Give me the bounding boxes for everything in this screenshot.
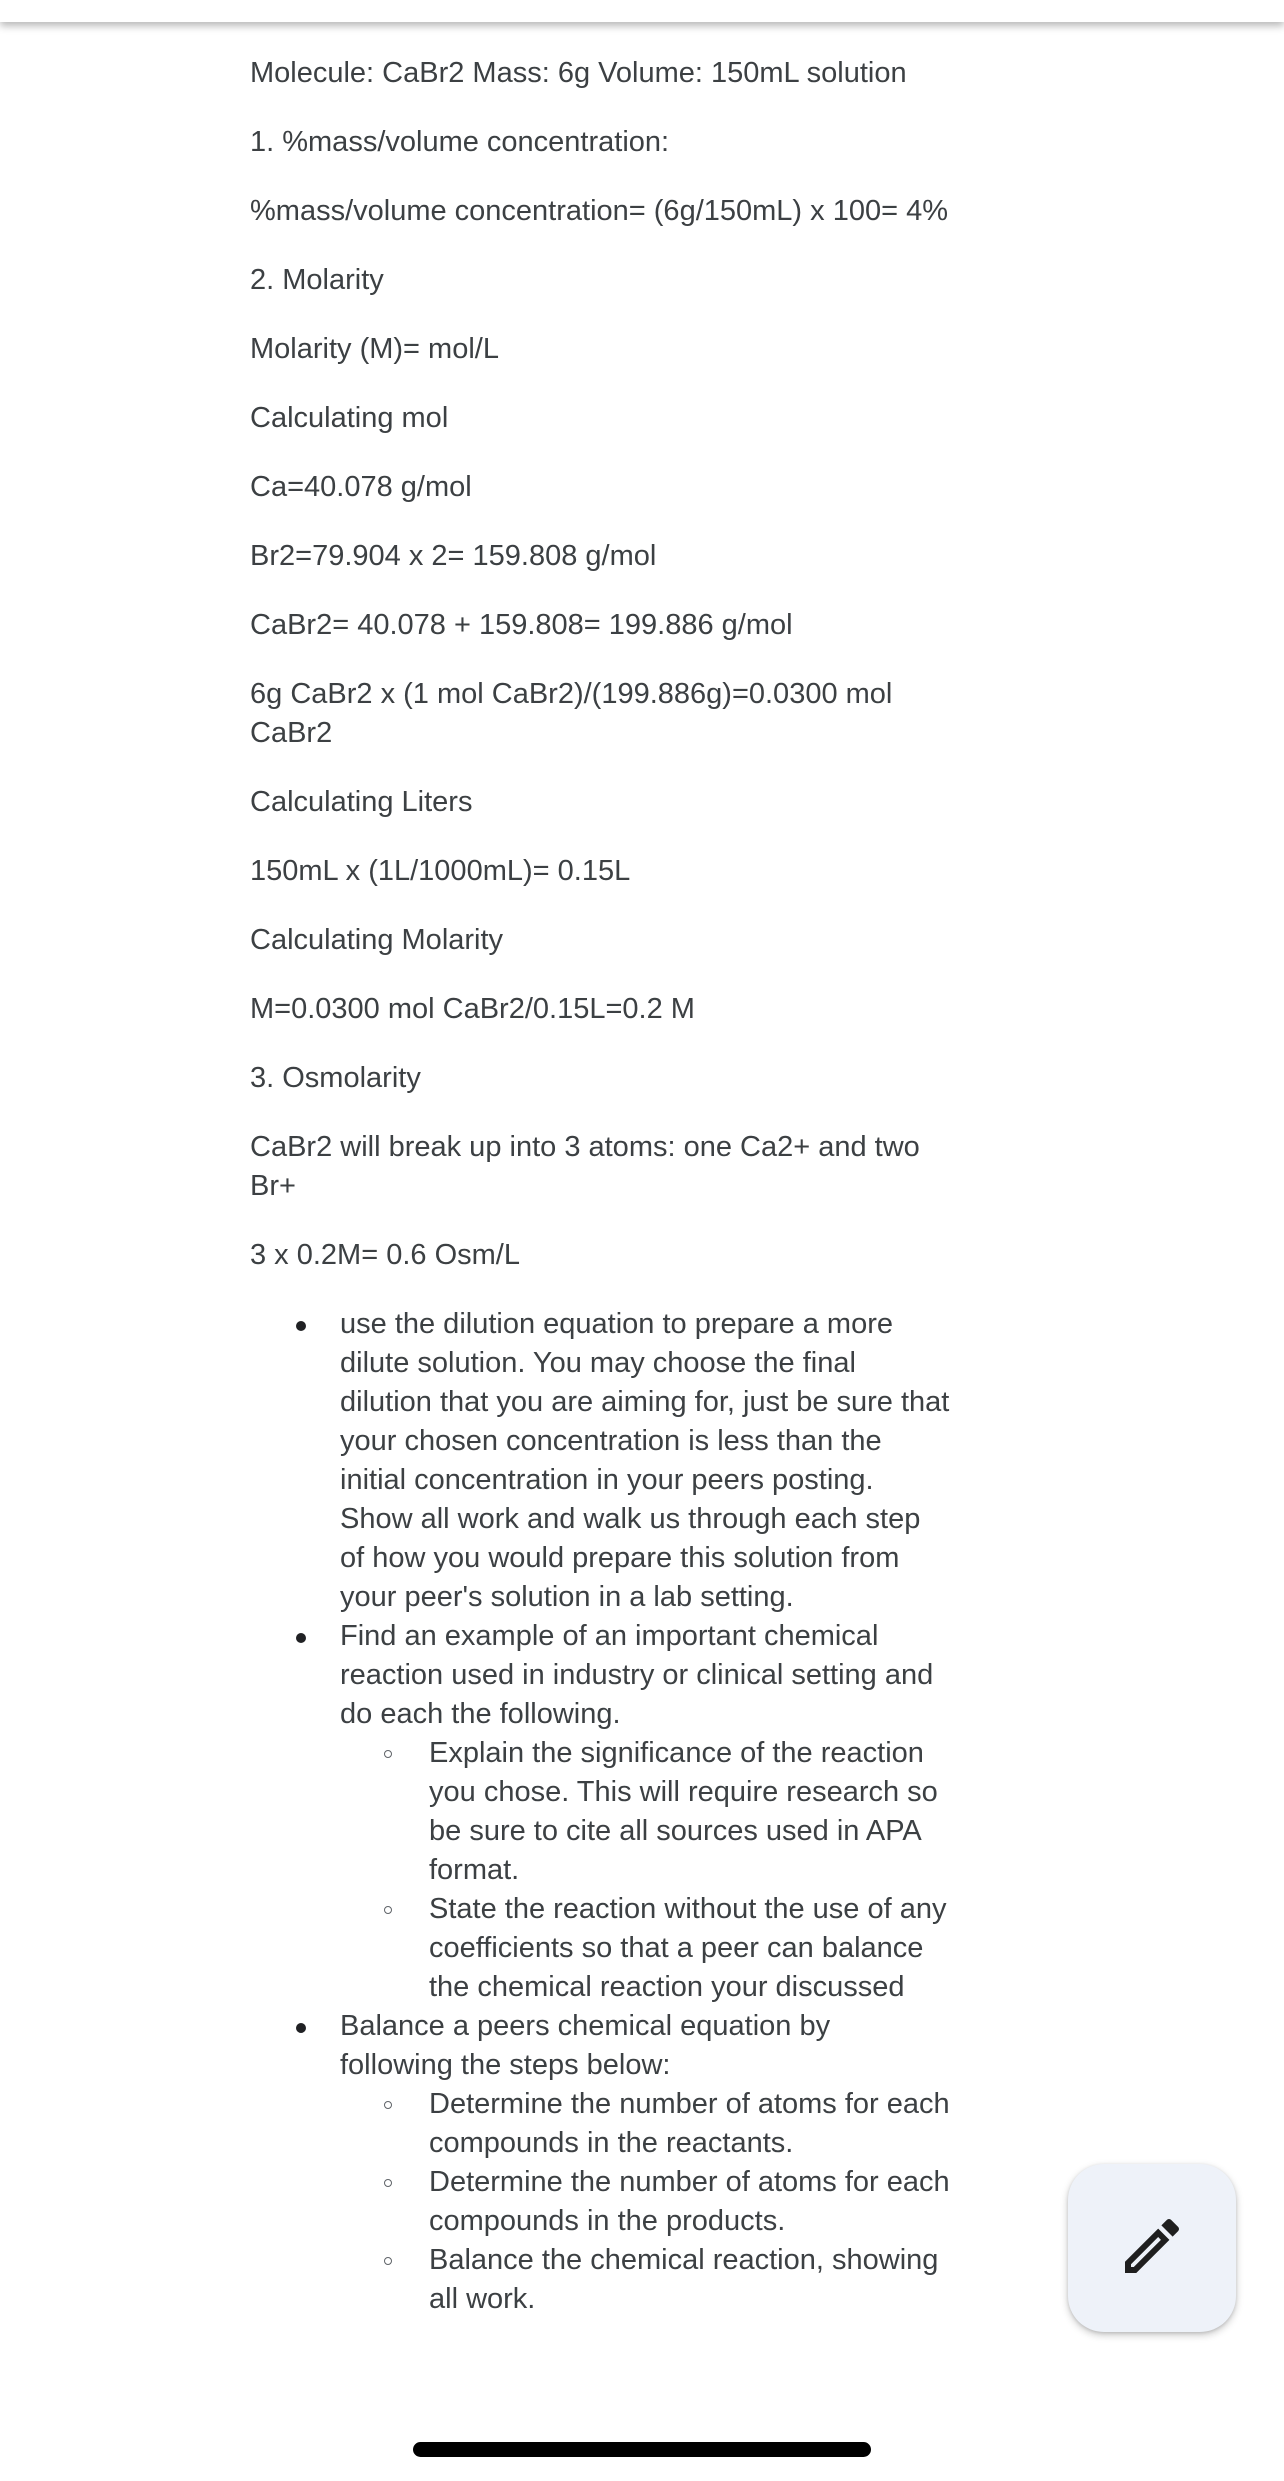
sub-list-item: State the reaction without the use of any coefficients so that a peer can balance the chemical reaction your discussed	[340, 1890, 950, 2007]
sub-list-item: Explain the significance of the reaction you chose. This will require research so be sure to cite all sources used in APA format.	[340, 1734, 950, 1890]
dissociation-note: CaBr2 will break up into 3 atoms: one Ca2+ and two Br+	[250, 1131, 920, 1202]
calculating-liters-heading: Calculating Liters	[250, 786, 473, 818]
osmolarity-result: 3 x 0.2M= 0.6 Osm/L	[250, 1239, 520, 1271]
section-heading-molarity: 2. Molarity	[250, 264, 384, 296]
edit-button[interactable]	[1068, 2164, 1236, 2332]
liters-conversion: 150mL x (1L/1000mL)= 0.15L	[250, 855, 631, 887]
document-body	[250, 54, 950, 2319]
molarity-formula: Molarity (M)= mol/L	[250, 333, 499, 365]
molecule-line: Molecule: CaBr2 Mass: 6g Volume: 150mL solution	[250, 57, 907, 89]
list-item-text: use the dilution equation to prepare a more dilute solution. You may choose the final dilution that you are aiming for, just be sure that your chosen concentration is less than the initial concentration in your peers posting. Show all work and walk us through each step of how you would prepare this solution from your peer's solution in a lab setting.	[340, 1308, 950, 1613]
molarity-result: M=0.0300 mol CaBr2/0.15L=0.2 M	[250, 993, 695, 1025]
list-item-text: Balance a peers chemical equation by following the steps below:	[340, 2010, 831, 2081]
calcium-molar-mass: Ca=40.078 g/mol	[250, 471, 472, 503]
section-heading-mass-volume: 1. %mass/volume concentration:	[250, 126, 670, 158]
mass-volume-calculation: %mass/volume concentration= (6g/150mL) x 100= 4%	[250, 195, 948, 227]
list-item	[250, 1617, 950, 2007]
calculating-molarity-heading: Calculating Molarity	[250, 924, 504, 956]
calculating-mol-heading: Calculating mol	[250, 402, 449, 434]
sub-list-item: Determine the number of atoms for each compounds in the reactants.	[340, 2085, 950, 2163]
sub-list-item: Balance the chemical reaction, showing all work.	[340, 2241, 950, 2319]
list-item	[250, 1305, 950, 1617]
bromine-molar-mass: Br2=79.904 x 2= 159.808 g/mol	[250, 540, 657, 572]
sub-list	[340, 1734, 950, 2007]
instructions-list	[250, 1305, 950, 2319]
list-item	[250, 2007, 950, 2319]
mol-conversion: 6g CaBr2 x (1 mol CaBr2)/(199.886g)=0.0300 mol CaBr2	[250, 678, 893, 749]
top-app-bar	[0, 0, 1284, 22]
home-indicator[interactable]	[413, 2442, 871, 2457]
section-heading-osmolarity: 3. Osmolarity	[250, 1062, 421, 1094]
cabr2-molar-mass: CaBr2= 40.078 + 159.808= 199.886 g/mol	[250, 609, 793, 641]
list-item-text: Find an example of an important chemical reaction used in industry or clinical setting and do each the following.	[340, 1620, 934, 1730]
sub-list-item: Determine the number of atoms for each compounds in the products.	[340, 2163, 950, 2241]
sub-list	[340, 2085, 950, 2319]
pencil-icon	[1116, 2210, 1188, 2287]
